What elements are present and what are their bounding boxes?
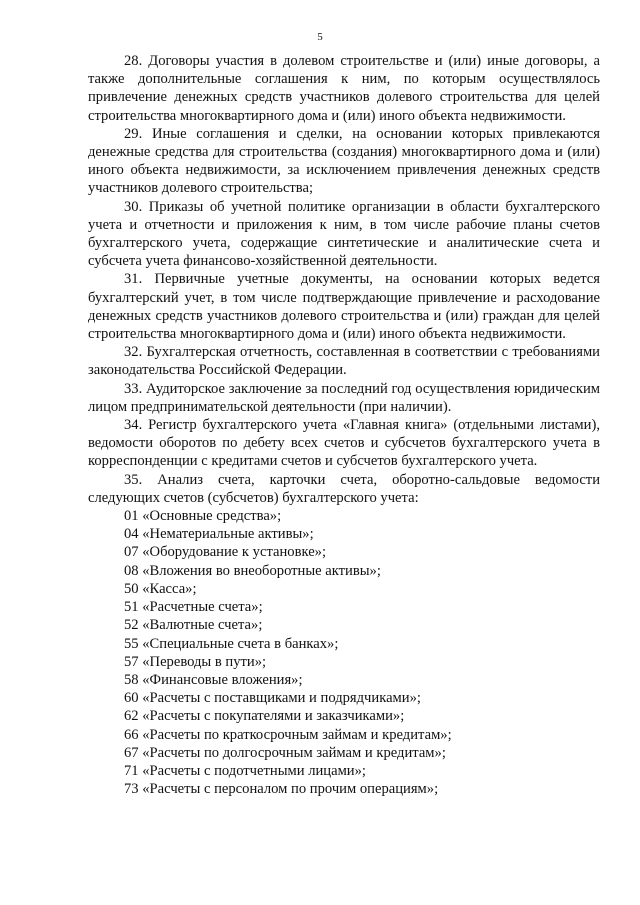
account-item-51: 51 «Расчетные счета»; [124,599,263,616]
paragraph-30: 30. Приказы об учетной политике организации в области бухгалтерского учета и отчетности и приложения к ним, в том числе рабочие планы счетов бухгалтерского учета, содержащие синтетические и аналитические счета и субсчета учета финансово-хозяйственной деятельности. [88,198,600,270]
account-item-71: 71 «Расчеты с подотчетными лицами»; [124,762,366,779]
paragraph-28: 28. Договоры участия в долевом строительстве и (или) иные договоры, а также дополнительные соглашения к ним, по которым осуществлялось привлечение денежных средств участников долевого строительства для целей строительства многоквартирного дома и (или) иного объекта недвижимости. [88,53,600,124]
account-item-01: 01 «Основные средства»; [124,508,282,525]
paragraph-35: 35. Анализ счета, карточки счета, оборотно-сальдовые ведомости следующих счетов (субсчетов) бухгалтерского учета: [88,471,600,506]
account-item-04: 04 «Нематериальные активы»; [124,526,314,543]
account-item-50: 50 «Касса»; [124,580,197,597]
account-item-73: 73 «Расчеты с персоналом по прочим операциям»; [124,781,439,798]
accounts-list [88,507,600,798]
account-item-57: 57 «Переводы в пути»; [124,653,267,670]
document-body [88,52,600,798]
paragraph-33: 33. Аудиторское заключение за последний год осуществления юридическим лицом предпринимательской деятельности (при наличии). [88,380,600,415]
account-item-08: 08 «Вложения во внеоборотные активы»; [124,562,381,579]
account-item-58: 58 «Финансовые вложения»; [124,671,303,688]
account-item-67: 67 «Расчеты по долгосрочным займам и кредитам»; [124,744,446,761]
paragraph-31: 31. Первичные учетные документы, на основании которых ведется бухгалтерский учет, в том числе подтверждающие привлечение и расходование денежных средств участников долевого строительства и (или) граждан для целей строительства многоквартирного дома и (или) иного объекта недвижимости. [88,271,600,343]
page-number: 5 [317,31,323,43]
account-item-60: 60 «Расчеты с поставщиками и подрядчиками»; [124,690,421,707]
account-item-55: 55 «Специальные счета в банках»; [124,635,339,652]
paragraph-34: 34. Регистр бухгалтерского учета «Главная книга» (отдельными листами), ведомости оборотов по дебету всех счетов и субсчетов бухгалтерского учета в корреспонденции с кредитами счетов и субсчетов бухгалтерского учета. [88,417,600,470]
account-item-07: 07 «Оборудование к установке»; [124,544,327,561]
account-item-62: 62 «Расчеты с покупателями и заказчиками»; [124,708,405,725]
account-item-52: 52 «Валютные счета»; [124,617,263,634]
account-item-66: 66 «Расчеты по краткосрочным займам и кредитам»; [124,726,452,743]
paragraph-32: 32. Бухгалтерская отчетность, составленная в соответствии с требованиями законодательства Российской Федерации. [88,344,600,379]
paragraph-29: 29. Иные соглашения и сделки, на основании которых привлекаются денежные средства для строительства (создания) многоквартирного дома и (или) иного объекта недвижимости, за исключением привлечения денежных средств участников долевого строительства; [88,125,600,197]
